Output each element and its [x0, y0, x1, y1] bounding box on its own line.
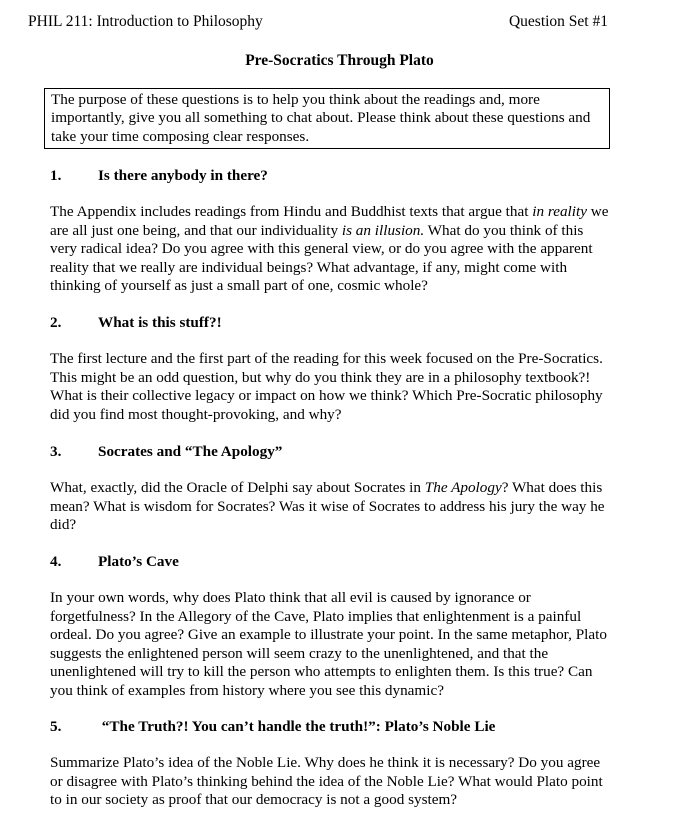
question-4-number: 4.: [50, 553, 62, 570]
question-2-heading: [50, 314, 222, 333]
question-4-heading: [50, 553, 179, 572]
question-1-title: Is there anybody in there?: [98, 167, 268, 184]
question-3-italic-a: The Apology: [424, 479, 502, 496]
question-5-body: [50, 754, 610, 810]
question-5-text: Summarize Plato’s idea of the Noble Lie. Why does he think it is necessary? Do you agree or disagree with Plato’s thinking behind the idea of the Noble Lie? What would Plato point to in our society as proof that our democracy is not a good system?: [50, 754, 603, 809]
question-4-title: Plato’s Cave: [98, 553, 179, 570]
question-3-text-a: What, exactly, did the Oracle of Delphi say about Socrates in: [50, 479, 425, 496]
question-1-text-b: we are all just one being, and that our individuality: [50, 203, 609, 239]
page-header: [28, 13, 608, 35]
question-3-text-b: ? What does this mean? What is wisdom for Socrates? Was it wise of Socrates to address his jury the way he did?: [50, 479, 605, 534]
question-2-title: What is this stuff?!: [98, 314, 222, 331]
question-1-body: [50, 203, 610, 296]
question-3-number: 3.: [50, 443, 62, 460]
question-2-body: [50, 350, 610, 424]
question-1-text-c: What do you think of this very radical idea? Do you agree with this general view, or do you agree with the apparent reality that we really are individual beings? What advantage, if any, might come with thinking of yourself as just a small part of one, cosmic whole?: [50, 221, 593, 295]
question-1-number: 1.: [50, 167, 62, 184]
question-5-heading: [50, 718, 495, 737]
question-3-heading: [50, 443, 282, 462]
question-set-label: Question Set #1: [508, 13, 608, 30]
question-1-italic-a: in reality: [532, 203, 587, 220]
question-1-heading: [50, 167, 268, 186]
question-5-title: “The Truth?! You can’t handle the truth!”: Plato’s Noble Lie: [98, 718, 496, 735]
course-title: PHIL 211: Introduction to Philosophy: [28, 13, 263, 30]
question-1-text-a: The Appendix includes readings from Hindu and Buddhist texts that argue that: [50, 203, 533, 220]
question-4-body: [50, 589, 610, 701]
question-1-italic-b: is an illusion.: [341, 221, 425, 239]
document-title: Pre-Socratics Through Plato: [245, 52, 434, 69]
question-3-title: Socrates and “The Apology”: [98, 443, 283, 460]
question-5-number: 5.: [50, 718, 62, 735]
question-3-body: [50, 479, 610, 535]
question-2-text: The first lecture and the first part of the reading for this week focused on the Pre-Socratics. This might be an odd question, but why do you think they are in a philosophy textbook?! What is their collective legacy or impact on how we think? Which Pre-Socratic philosophy did you find most thought-provoking, and why?: [50, 350, 603, 423]
purpose-box: The purpose of these questions is to help you think about the readings and, more importantly, give you all something to chat about. Please think about these questions and take your time composing clear responses.: [44, 88, 610, 149]
question-4-text: In your own words, why does Plato think that all evil is caused by ignorance or forgetfulness? In the Allegory of the Cave, Plato implies that enlightenment is a painful ordeal. Do you agree? Give an example to illustrate your point. In the same metaphor, Plato suggests the enlightened person will seem crazy to the unenlightened, and that the unenlightened will try to kill the person who attempts to enlighten them. Is this true? Can you think of examples from history where you see this dynamic?: [50, 589, 607, 699]
question-2-number: 2.: [50, 314, 62, 331]
